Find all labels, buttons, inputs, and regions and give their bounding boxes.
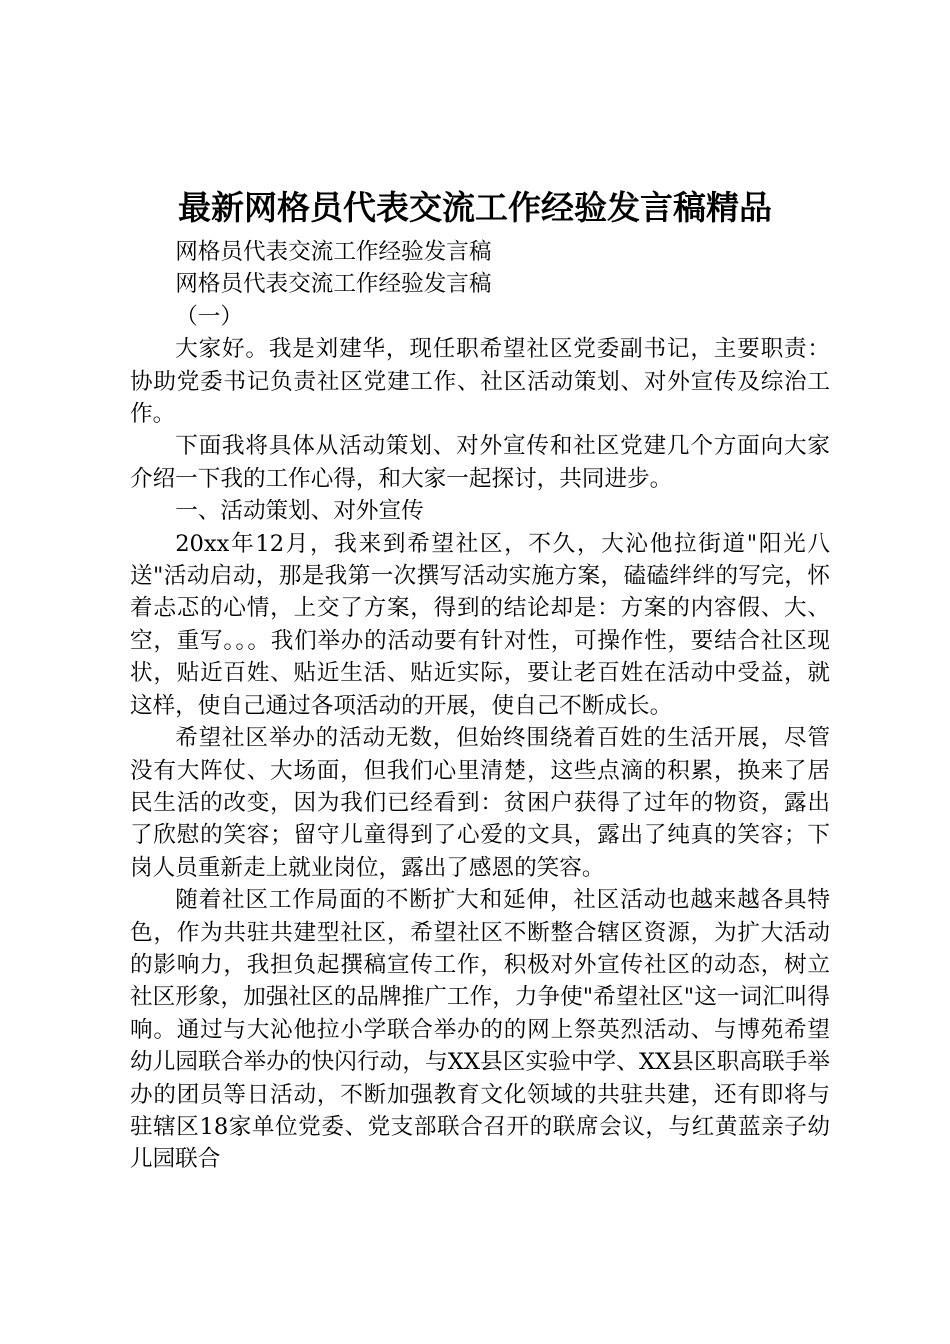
- body-paragraph: 20xx年12月，我来到希望社区，不久，大沁他拉街道"阳光八送"活动启动，那是我第一次撰写活动实施方案，磕磕绊绊的写完，怀着忐忑的心情，上交了方案，得到的结论却是：方案的内容假、大、空，重写。。。我们举办的活动要有针对性，可操作性，要结合社区现状，贴近百姓、贴近生活、贴近实际，要让老百姓在活动中受益，就这样，使自己通过各项活动的开展，使自己不断成长。: [130, 530, 830, 719]
- body-paragraph: 下面我将具体从活动策划、对外宣传和社区党建几个方面向大家介绍一下我的工作心得，和大家一起探讨，共同进步。: [130, 433, 830, 492]
- section-heading: 一、活动策划、对外宣传: [175, 498, 424, 525]
- body-paragraph: 随着社区工作局面的不断扩大和延伸，社区活动也越来越各具特色，作为共驻共建型社区，希望社区不断整合辖区资源，为扩大活动的影响力，我担负起撰稿宣传工作，积极对外宣传社区的动态，树立社区形象，加强社区的品牌推广工作，力争使"希望社区"这一词汇叫得响。通过与大沁他拉小学联合举办的的网上祭英烈活动、与博苑希望幼儿园联合举办的快闪行动，与XX县区实验中学、XX县区职高联手举办的团员等日活动，不断加强教育文化领域的共驻共建，还有即将与驻辖区18家单位党委、党支部联合召开的联席会议，与红黄蓝亲子幼儿园联合: [130, 887, 830, 1173]
- section-marker: （一）: [175, 303, 243, 330]
- document-body: [130, 236, 830, 1176]
- body-paragraph: 大家好。我是刘建华，现任职希望社区党委副书记，主要职责：协助党委书记负责社区党建工作、社区活动策划、对外宣传及综治工作。: [130, 336, 830, 428]
- subtitle-line: 网格员代表交流工作经验发言稿: [175, 271, 492, 298]
- subtitle-line: 网格员代表交流工作经验发言稿: [175, 239, 492, 265]
- body-paragraph: 希望社区举办的活动无数，但始终围绕着百姓的生活开展，尽管没有大阵仗、大场面，但我们心里清楚，这些点滴的积累，换来了居民生活的改变，因为我们已经看到：贫困户获得了过年的物资，露出了欣慰的笑容；留守儿童得到了心爱的文具，露出了纯真的笑容；下岗人员重新走上就业岗位，露出了感恩的笑容。: [130, 725, 830, 881]
- document-title: 最新网格员代表交流工作经验发言稿精品: [178, 188, 772, 227]
